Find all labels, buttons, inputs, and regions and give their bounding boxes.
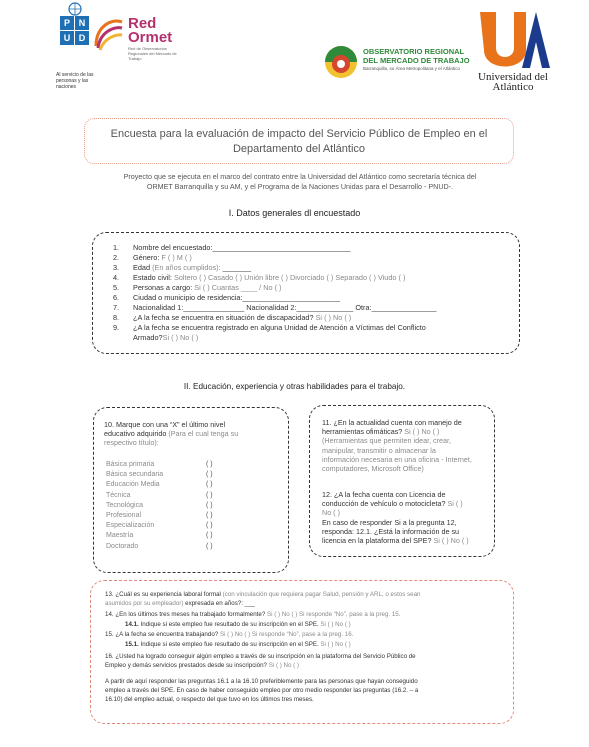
level-checkbox[interactable]: ( ) bbox=[206, 542, 213, 550]
question-9-cont: Armado?Si ( ) No ( ) bbox=[133, 333, 199, 342]
undp-emblem-icon bbox=[60, 2, 90, 16]
education-levels bbox=[106, 460, 163, 552]
question-7: 7. Nacionalidad 1:_______________ Nacionalidad 2:______________ Otra:________________ bbox=[113, 303, 437, 312]
section2-heading: II. Educación, experiencia y otras habilidades para el trabajo. bbox=[183, 382, 406, 391]
undp-cell: P bbox=[60, 16, 74, 30]
level-checkbox[interactable]: ( ) bbox=[206, 461, 213, 468]
observatorio-logo bbox=[323, 44, 483, 84]
question-14: 14. ¿En los últimos tres meses ha trabajado formalmente? Si ( ) No ( ) Si responde “No”, pase a la preg. 15. bbox=[105, 611, 401, 618]
question-2: 2. Género: F ( ) M ( ) bbox=[113, 253, 192, 262]
question-9: 9. ¿A la fecha se encuentra registrado en alguna Unidad de Atención a Víctimas del Conflicto bbox=[113, 323, 426, 332]
question-16: 16. ¿Usted ha logrado conseguir algún empleo a través de su inscripción en la plataforma del Servicio Público de Empleo y demás servicios prestados desde su inscripción? Si ( ) No ( ) bbox=[105, 653, 416, 669]
observatorio-circle-icon bbox=[323, 44, 359, 80]
observatorio-line1: OBSERVATORIO REGIONAL bbox=[363, 47, 465, 56]
undp-logo bbox=[60, 16, 90, 72]
question-14-1: 14.1. Indique si este empleo fue resultado de su inscripción en el SPE. Si ( ) No ( ) bbox=[125, 621, 351, 628]
undp-tagline: Al servicio de las personas y las naciones bbox=[56, 72, 94, 90]
ua-name: Universidad del Atlántico bbox=[478, 71, 548, 93]
questions-13-16-box bbox=[90, 580, 514, 724]
question-1: 1. Nombre del encuestado:__________________________________ bbox=[113, 243, 351, 252]
undp-cell: U bbox=[60, 31, 74, 45]
question-11-text: 11. ¿En la actualidad cuenta con manejo de herramientas ofimáticas? Si ( ) No ( ) (Herramientas que permiten idear, crear, manipular, transmitir o almacenar la información necesaria en una oficina - Internet, computadores, Microsoft Office) bbox=[322, 418, 472, 474]
universidad-atlantico-logo bbox=[474, 8, 554, 94]
level-label: Doctorado bbox=[106, 542, 139, 550]
survey-title-box bbox=[84, 118, 514, 164]
level-label: Básica secundaria bbox=[106, 471, 164, 479]
question-10-box bbox=[93, 407, 289, 573]
survey-title-line1: Encuesta para la evaluación de impacto del Servicio Público de Empleo en el bbox=[110, 128, 488, 140]
level-checkbox[interactable]: ( ) bbox=[206, 501, 213, 509]
level-label: Profesional bbox=[106, 512, 142, 520]
section1-box bbox=[92, 232, 520, 354]
undp-cell: D bbox=[75, 31, 89, 45]
level-checkbox[interactable]: ( ) bbox=[206, 491, 213, 499]
level-label: Educación Media bbox=[106, 481, 160, 489]
red-ormet-swirl-icon bbox=[92, 16, 126, 52]
instructions-note: A partir de aquí responder las preguntas 16.1 a la 16.10 preferiblemente para las personas que hayan conseguido empleo a través del SPE. En caso de haber conseguido empleo por otro medio responder las preguntas (16.2. – a 16.10) del empleo actual, o respecto del que tuvo en los últimos tres meses. bbox=[105, 678, 419, 703]
education-checkboxes[interactable] bbox=[206, 460, 213, 552]
question-15: 15. ¿A la fecha se encuentra trabajando? Si ( ) No ( ) Si responde “No”, pase a la preg. 16. bbox=[105, 631, 354, 638]
level-label: Tecnológica bbox=[106, 501, 143, 509]
level-checkbox[interactable]: ( ) bbox=[206, 481, 213, 489]
undp-cell: N bbox=[75, 16, 89, 30]
question-10-text: 10. Marque con una “X” el último nivel educativo adquirido (Para el cual tenga su respectivo título): bbox=[104, 420, 239, 448]
question-15-1: 15.1. Indique si este empleo fue resultado de su inscripción en el SPE. Si ( ) No ( ) bbox=[125, 641, 351, 648]
question-5: 5. Personas a cargo: Si ( ) Cuantas ____ / No ( ) bbox=[113, 283, 282, 292]
ua-emblem-icon bbox=[474, 8, 554, 72]
intro-text bbox=[85, 172, 515, 192]
observatorio-line3: Barranquilla, su Área Metropolitana y el Atlántico bbox=[363, 66, 461, 71]
question-3: 3. Edad (En años cumplidos): _______ bbox=[113, 263, 252, 272]
question-6: 6. Ciudad o municipio de residencia:________________________ bbox=[113, 293, 340, 302]
question-11-12-box bbox=[309, 405, 495, 557]
intro-line1: Proyecto que se ejecuta en el marco del contrato entre la Universidad del Atlántico como secretaría técnica del bbox=[123, 172, 477, 181]
level-label: Técnica bbox=[106, 491, 131, 499]
intro-line2: ORMET Barranquilla y su AM, y el Programa de la Naciones Unidas para el Desarrollo - PNUD-. bbox=[146, 182, 454, 191]
question-8: 8. ¿A la fecha se encuentra en situación de discapacidad? Si ( ) No ( ) bbox=[113, 313, 352, 322]
level-label: Especialización bbox=[106, 522, 155, 530]
observatorio-line2: DEL MERCADO DE TRABAJO bbox=[363, 56, 470, 65]
survey-title-line2: Departamento del Atlántico bbox=[232, 143, 366, 155]
red-ormet-name: Red Ormet bbox=[128, 15, 173, 46]
question-12-text: 12. ¿A la fecha cuenta con Licencia de conducción de vehículo o motocicleta? Si ( ) No ( ) En caso de responder Si a la pregunta 12, responda: 12.1. ¿Está la información de su licencia en la plataforma del SPE? Si ( ) No ( ) bbox=[322, 490, 469, 546]
level-label: Básica primaria bbox=[106, 461, 155, 468]
survey-title bbox=[85, 127, 513, 157]
level-label: Maestría bbox=[106, 532, 134, 540]
section1-heading: I. Datos generales dl encuestado bbox=[228, 208, 361, 218]
level-checkbox[interactable]: ( ) bbox=[206, 512, 213, 520]
question-4: 4. Estado civil: Soltero ( ) Casado ( ) Unión libre ( ) Divorciado ( ) Separado ( ) Viudo ( ) bbox=[113, 273, 406, 282]
question-13: 13. ¿Cuál es su experiencia laboral formal (con vinculación que requiera pagar Salud, pensión y ARL, o estos sean asumidos por su empleador) expresada en años?: ___ bbox=[105, 591, 421, 607]
red-ormet-logo bbox=[92, 15, 187, 61]
level-checkbox[interactable]: ( ) bbox=[206, 532, 213, 540]
red-ormet-subtitle: Red de Observatorios Regionales del Mercado de Trabajo bbox=[128, 46, 177, 61]
level-checkbox[interactable]: ( ) bbox=[206, 522, 213, 530]
level-checkbox[interactable]: ( ) bbox=[206, 471, 213, 479]
